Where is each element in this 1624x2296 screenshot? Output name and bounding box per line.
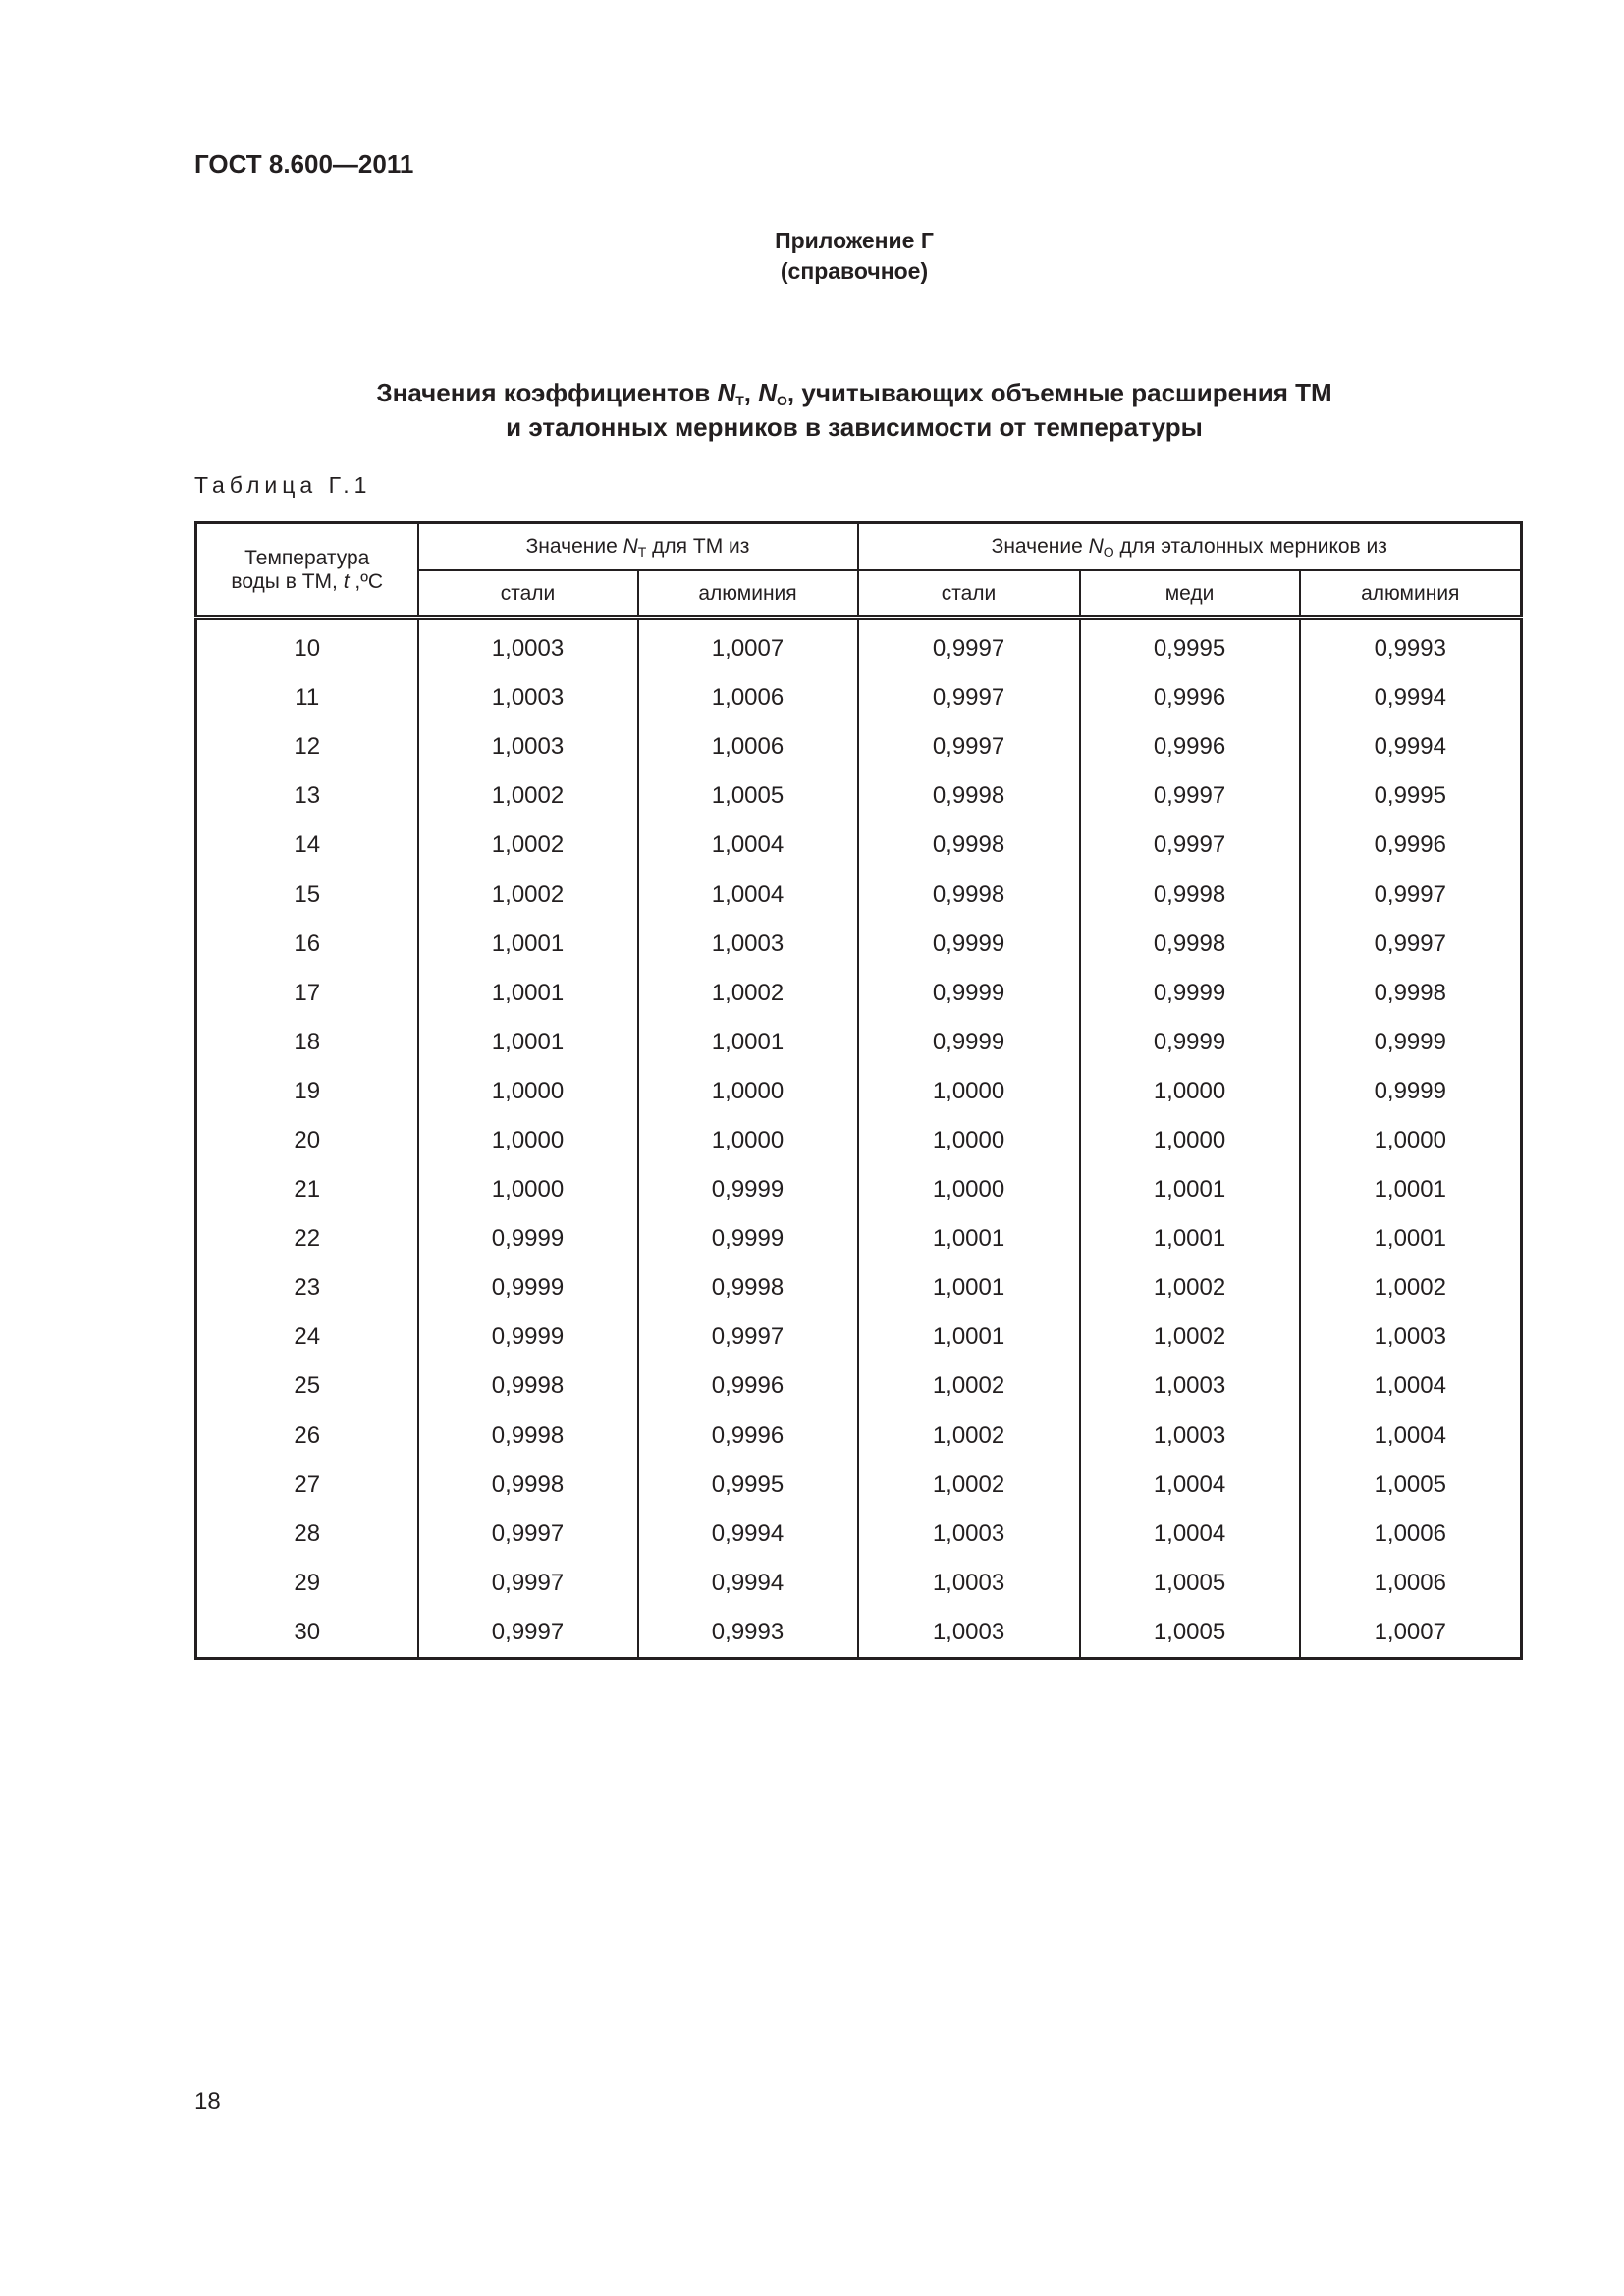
cell-nt-steel: 1,0003 <box>418 618 638 674</box>
cell-nt-aluminium: 1,0004 <box>638 821 858 870</box>
header-symbol-n: N <box>623 534 638 558</box>
cell-no-copper: 1,0003 <box>1080 1362 1300 1411</box>
cell-no-aluminium: 0,9998 <box>1300 969 1522 1018</box>
header-group-no <box>858 523 1522 571</box>
cell-nt-aluminium: 0,9995 <box>638 1461 858 1510</box>
header-unit: ,ºC <box>349 569 384 593</box>
cell-nt-aluminium: 0,9999 <box>638 1165 858 1214</box>
cell-nt-aluminium: 1,0006 <box>638 673 858 722</box>
cell-nt-steel: 1,0002 <box>418 821 638 870</box>
cell-no-copper: 1,0003 <box>1080 1412 1300 1461</box>
cell-no-copper: 1,0001 <box>1080 1165 1300 1214</box>
cell-nt-aluminium: 0,9999 <box>638 1214 858 1263</box>
coefficients-table <box>194 521 1523 1660</box>
table-row <box>196 1510 1522 1559</box>
cell-nt-steel: 1,0001 <box>418 1018 638 1067</box>
cell-no-copper: 0,9998 <box>1080 920 1300 969</box>
cell-temperature: 10 <box>196 618 418 674</box>
cell-no-steel: 1,0002 <box>858 1362 1080 1411</box>
table-row <box>196 722 1522 772</box>
table-row <box>196 1559 1522 1608</box>
cell-nt-aluminium: 1,0000 <box>638 1116 858 1165</box>
cell-no-steel: 1,0003 <box>858 1559 1080 1608</box>
cell-temperature: 26 <box>196 1412 418 1461</box>
cell-temperature: 16 <box>196 920 418 969</box>
header-subscript: Т <box>637 543 647 560</box>
cell-nt-steel: 0,9997 <box>418 1559 638 1608</box>
cell-temperature: 18 <box>196 1018 418 1067</box>
cell-no-aluminium: 0,9999 <box>1300 1018 1522 1067</box>
cell-nt-steel: 0,9998 <box>418 1362 638 1411</box>
cell-no-steel: 0,9997 <box>858 618 1080 674</box>
table-row <box>196 920 1522 969</box>
cell-nt-steel: 1,0000 <box>418 1067 638 1116</box>
cell-no-steel: 0,9999 <box>858 920 1080 969</box>
cell-nt-steel: 1,0002 <box>418 870 638 919</box>
subheader-nt-aluminium: алюминия <box>638 570 858 618</box>
table-row <box>196 1214 1522 1263</box>
cell-no-steel: 1,0001 <box>858 1312 1080 1362</box>
cell-no-copper: 1,0001 <box>1080 1214 1300 1263</box>
cell-no-steel: 0,9999 <box>858 969 1080 1018</box>
cell-no-steel: 1,0000 <box>858 1116 1080 1165</box>
cell-no-aluminium: 1,0004 <box>1300 1362 1522 1411</box>
cell-no-aluminium: 1,0006 <box>1300 1510 1522 1559</box>
cell-nt-aluminium: 0,9998 <box>638 1263 858 1312</box>
cell-no-copper: 1,0002 <box>1080 1263 1300 1312</box>
page-number: 18 <box>194 2088 221 2114</box>
cell-temperature: 15 <box>196 870 418 919</box>
cell-nt-steel: 0,9999 <box>418 1263 638 1312</box>
table-row <box>196 1362 1522 1411</box>
table-row <box>196 1018 1522 1067</box>
cell-no-aluminium: 1,0004 <box>1300 1412 1522 1461</box>
cell-temperature: 17 <box>196 969 418 1018</box>
cell-nt-aluminium: 1,0006 <box>638 722 858 772</box>
header-symbol-n: N <box>1088 534 1104 558</box>
cell-temperature: 23 <box>196 1263 418 1312</box>
cell-temperature: 13 <box>196 772 418 821</box>
cell-nt-aluminium: 0,9994 <box>638 1559 858 1608</box>
cell-nt-steel: 1,0001 <box>418 969 638 1018</box>
cell-no-aluminium: 0,9996 <box>1300 821 1522 870</box>
cell-no-aluminium: 0,9999 <box>1300 1067 1522 1116</box>
cell-no-aluminium: 1,0001 <box>1300 1214 1522 1263</box>
table-row <box>196 1067 1522 1116</box>
table-row <box>196 870 1522 919</box>
cell-no-aluminium: 1,0001 <box>1300 1165 1522 1214</box>
cell-nt-aluminium: 1,0003 <box>638 920 858 969</box>
cell-nt-aluminium: 1,0001 <box>638 1018 858 1067</box>
cell-temperature: 20 <box>196 1116 418 1165</box>
cell-no-copper: 0,9999 <box>1080 969 1300 1018</box>
cell-no-copper: 0,9999 <box>1080 1018 1300 1067</box>
cell-temperature: 12 <box>196 722 418 772</box>
cell-no-steel: 1,0002 <box>858 1461 1080 1510</box>
cell-nt-aluminium: 1,0000 <box>638 1067 858 1116</box>
cell-no-copper: 0,9997 <box>1080 821 1300 870</box>
title-symbol-n: N <box>758 378 778 407</box>
cell-temperature: 11 <box>196 673 418 722</box>
cell-no-steel: 0,9998 <box>858 870 1080 919</box>
cell-temperature: 24 <box>196 1312 418 1362</box>
title-text: Значения коэффициентов <box>376 378 718 407</box>
table-row <box>196 673 1522 722</box>
cell-no-copper: 0,9995 <box>1080 618 1300 674</box>
cell-temperature: 21 <box>196 1165 418 1214</box>
cell-nt-steel: 0,9997 <box>418 1608 638 1659</box>
cell-nt-steel: 1,0003 <box>418 673 638 722</box>
table-row <box>196 1412 1522 1461</box>
cell-nt-aluminium: 0,9994 <box>638 1510 858 1559</box>
cell-no-aluminium: 0,9997 <box>1300 870 1522 919</box>
title-symbol-n: N <box>717 378 736 407</box>
header-text: Значение <box>991 534 1089 558</box>
cell-no-steel: 0,9997 <box>858 673 1080 722</box>
cell-temperature: 22 <box>196 1214 418 1263</box>
header-text: для ТМ из <box>646 534 750 558</box>
table-title-line1 <box>0 378 1624 408</box>
cell-nt-aluminium: 0,9993 <box>638 1608 858 1659</box>
header-temperature-line1: Температура <box>244 546 370 569</box>
cell-no-steel: 1,0003 <box>858 1510 1080 1559</box>
cell-temperature: 19 <box>196 1067 418 1116</box>
table-row <box>196 821 1522 870</box>
header-symbol-t: t <box>343 569 350 593</box>
cell-no-aluminium: 0,9997 <box>1300 920 1522 969</box>
table-row <box>196 772 1522 821</box>
cell-nt-aluminium: 1,0005 <box>638 772 858 821</box>
cell-no-steel: 0,9998 <box>858 772 1080 821</box>
table-body <box>196 618 1522 1659</box>
header-temperature-line2 <box>197 570 417 594</box>
cell-no-steel: 0,9999 <box>858 1018 1080 1067</box>
cell-no-steel: 1,0000 <box>858 1165 1080 1214</box>
cell-no-steel: 0,9997 <box>858 722 1080 772</box>
cell-nt-aluminium: 1,0007 <box>638 618 858 674</box>
cell-no-copper: 0,9997 <box>1080 772 1300 821</box>
cell-no-aluminium: 0,9995 <box>1300 772 1522 821</box>
header-text: Значение <box>525 534 623 558</box>
subheader-no-steel: стали <box>858 570 1080 618</box>
cell-nt-aluminium: 1,0004 <box>638 870 858 919</box>
header-subscript: О <box>1103 543 1114 560</box>
cell-no-copper: 0,9996 <box>1080 722 1300 772</box>
cell-nt-aluminium: 0,9996 <box>638 1362 858 1411</box>
cell-no-aluminium: 0,9994 <box>1300 722 1522 772</box>
appendix-type: (справочное) <box>780 258 929 284</box>
title-text: , учитывающих объемные расширения ТМ <box>786 378 1332 407</box>
cell-no-aluminium: 1,0005 <box>1300 1461 1522 1510</box>
cell-no-steel: 1,0001 <box>858 1214 1080 1263</box>
cell-no-aluminium: 0,9994 <box>1300 673 1522 722</box>
title-subscript-o: О <box>777 393 787 408</box>
title-subscript-t: Т <box>735 393 744 408</box>
cell-no-aluminium: 1,0006 <box>1300 1559 1522 1608</box>
cell-no-aluminium: 1,0007 <box>1300 1608 1522 1659</box>
cell-no-copper: 1,0004 <box>1080 1461 1300 1510</box>
cell-no-aluminium: 0,9993 <box>1300 618 1522 674</box>
cell-no-copper: 1,0004 <box>1080 1510 1300 1559</box>
header-text: воды в ТМ, <box>231 569 344 593</box>
header-temperature <box>196 523 418 618</box>
cell-nt-aluminium: 1,0002 <box>638 969 858 1018</box>
table-row <box>196 618 1522 674</box>
cell-temperature: 27 <box>196 1461 418 1510</box>
table-row <box>196 969 1522 1018</box>
cell-nt-steel: 0,9998 <box>418 1461 638 1510</box>
header-group-nt <box>418 523 858 571</box>
table-row <box>196 1165 1522 1214</box>
cell-nt-steel: 0,9999 <box>418 1312 638 1362</box>
cell-no-steel: 1,0002 <box>858 1412 1080 1461</box>
cell-nt-steel: 1,0000 <box>418 1116 638 1165</box>
cell-no-copper: 1,0002 <box>1080 1312 1300 1362</box>
cell-no-copper: 1,0000 <box>1080 1067 1300 1116</box>
cell-no-steel: 1,0000 <box>858 1067 1080 1116</box>
cell-nt-steel: 1,0003 <box>418 722 638 772</box>
document-code: ГОСТ 8.600—2011 <box>194 149 414 179</box>
cell-temperature: 29 <box>196 1559 418 1608</box>
table-label: Таблица Г.1 <box>194 472 372 498</box>
subheader-no-aluminium: алюминия <box>1300 570 1522 618</box>
table-row <box>196 1116 1522 1165</box>
cell-no-copper: 1,0000 <box>1080 1116 1300 1165</box>
cell-nt-steel: 1,0001 <box>418 920 638 969</box>
cell-no-steel: 1,0003 <box>858 1608 1080 1659</box>
appendix-title: Приложение Г <box>775 228 934 253</box>
cell-temperature: 14 <box>196 821 418 870</box>
subheader-no-copper: меди <box>1080 570 1300 618</box>
table-row <box>196 1263 1522 1312</box>
cell-temperature: 28 <box>196 1510 418 1559</box>
cell-nt-steel: 1,0000 <box>418 1165 638 1214</box>
header-text: для эталонных мерников из <box>1113 534 1387 558</box>
cell-no-copper: 0,9996 <box>1080 673 1300 722</box>
cell-no-aluminium: 1,0002 <box>1300 1263 1522 1312</box>
cell-no-copper: 0,9998 <box>1080 870 1300 919</box>
cell-no-steel: 0,9998 <box>858 821 1080 870</box>
cell-nt-steel: 0,9998 <box>418 1412 638 1461</box>
cell-no-aluminium: 1,0000 <box>1300 1116 1522 1165</box>
table-row <box>196 1608 1522 1659</box>
subheader-nt-steel: стали <box>418 570 638 618</box>
table-title-line2: и эталонных мерников в зависимости от температуры <box>506 412 1203 442</box>
cell-temperature: 25 <box>196 1362 418 1411</box>
table-row <box>196 1461 1522 1510</box>
title-separator: , <box>743 378 759 407</box>
cell-nt-steel: 0,9999 <box>418 1214 638 1263</box>
table-row <box>196 1312 1522 1362</box>
cell-no-aluminium: 1,0003 <box>1300 1312 1522 1362</box>
cell-nt-aluminium: 0,9996 <box>638 1412 858 1461</box>
cell-nt-steel: 0,9997 <box>418 1510 638 1559</box>
cell-temperature: 30 <box>196 1608 418 1659</box>
cell-nt-steel: 1,0002 <box>418 772 638 821</box>
cell-no-copper: 1,0005 <box>1080 1559 1300 1608</box>
cell-no-copper: 1,0005 <box>1080 1608 1300 1659</box>
cell-nt-aluminium: 0,9997 <box>638 1312 858 1362</box>
cell-no-steel: 1,0001 <box>858 1263 1080 1312</box>
